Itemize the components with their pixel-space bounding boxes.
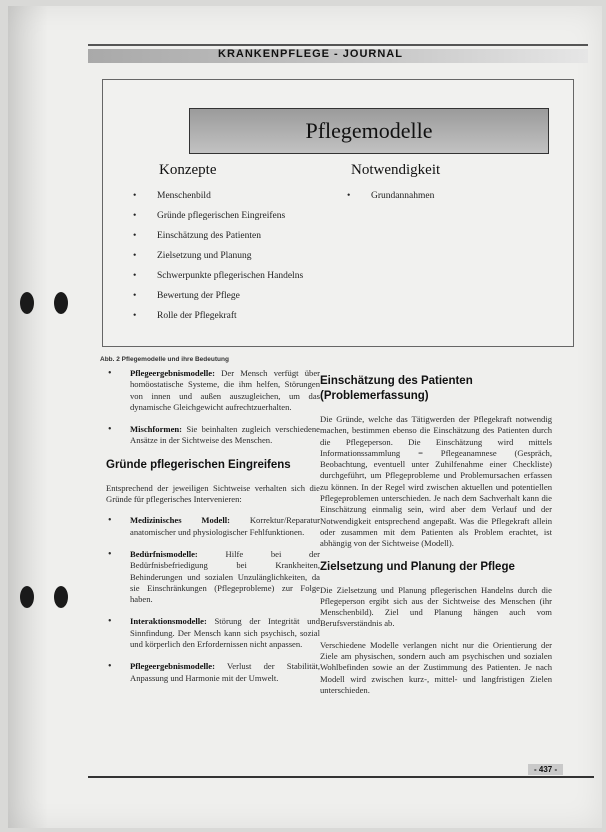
figure-caption: Abb. 2 Pflegemodelle und ihre Bedeutung [100,356,229,363]
item-text: Der Mensch verfügt über homöostatische Systeme, die ihm helfen, Störungen von innen und außen auszugleichen, um das dynamische Gleichgewicht aufrechtzuerhalten. [130,368,320,412]
necessity-heading: Notwendigkeit [351,162,441,178]
footer-rule [88,776,594,778]
list-item: • Bewertung der Pflege [133,290,339,303]
item-term: Pflegeergebnismodelle: [130,661,215,672]
left-column [106,368,320,695]
figure-title: Pflegemodelle [305,118,433,143]
reasons-list [106,515,320,684]
model-list [106,368,320,447]
section-heading-assessment: Einschätzung des Patienten (Problemerfassung) [320,375,473,402]
list-item [106,616,320,650]
punch-hole [54,292,68,314]
journal-title: KRANKENPFLEGE - JOURNAL [218,48,403,60]
list-item: • Zielsetzung und Planung [133,250,339,263]
list-item: • Grundannahmen [347,190,547,203]
necessity-list [347,190,547,210]
item-term: Pflegeergebnismodelle: [130,368,215,378]
section-intro: Entsprechend der jeweiligen Sichtweise verhalten sich die Gründe für pflegerisches Intervenieren: [106,482,320,505]
punch-hole [20,292,34,314]
concepts-list [133,190,339,330]
item-term: Bedürfnismodelle: [130,548,198,559]
list-item [106,515,320,538]
item-text: Sie beinhalten zugleich verschiedene Ansätze in der Sichtweise des Menschen. [130,424,320,446]
item-text: Hilfe bei der Bedürfnisbefriedigung bei Krankheiten, Behinderungen und sozialen Unzulänglichkeiten, da sie Einschränkungen (Pflegeprobleme) zur Folge haben. [130,548,320,605]
concepts-heading: Konzepte [159,162,217,178]
section-heading-goals: Zielsetzung und Planung der Pflege [320,560,515,573]
figure-box [102,79,574,347]
item-term: Mischformen: [130,424,183,435]
page-number: - 437 - [528,764,563,775]
list-item: • Einschätzung des Patienten [133,230,339,243]
list-item [106,549,320,605]
header-rule [88,44,588,46]
assessment-paragraph: Die Gründe, welche das Tätigwerden der Pflegekraft notwendig machen, bestimmen ebenso die Einschätzung des Patienten durch die Pflegeperson. Die Einschätzung wird mittels Informationssammlung = Pflegeanamnese (Gespräch, Beobachtung, eventuell unter Zuhilfenahme einer Checkliste) durchgeführt, um Pflegeprobleme und Problemursachen erfassen zu können. In der Regel wird zwischen aktuellen und potentiellen Pflegeproblemen unterschieden. Je nach dem Sachverhalt kann die Einschätzung einmalig sein, wird aber dem Verlauf und der Notwendigkeit entsprechend angepaßt. Was die Pflegekraft allein oder zusammen mit dem Patienten als Problem erachtet, ist abhängig von der Sichtweise (Modell). [320,414,552,549]
binder-shadow [8,6,48,828]
list-item [106,424,320,447]
goals-paragraph-1: Die Zielsetzung und Planung pflegerischen Handelns durch die Pflegeperson ergibt sich aus der Sichtweise des Menschen (ihr Menschenbild). Ziel und Planung hängen auch vom Berufsverständnis ab. [320,584,552,629]
section-heading-reasons: Gründe pflegerischen Eingreifens [106,458,291,471]
punch-hole [20,586,34,608]
list-item: • Rolle der Pflegekraft [133,310,339,323]
journal-page [8,6,602,828]
list-item: • Schwerpunkte pflegerischen Handelns [133,270,339,283]
item-text: Korrektur/Reparatur anatomischer und physiologischer Fehlfunktionen. [130,515,320,537]
item-text: Verlust der Stabilität, Anpassung und Harmonie mit der Umwelt. [130,661,320,683]
list-item [106,368,320,413]
item-text: Störung der Integrität und Sinnfindung. Der Mensch kann sich psychisch, sozial und körperlich den Erfordernissen nicht anpassen. [130,616,320,650]
punch-hole [54,586,68,608]
list-item [106,661,320,684]
list-item: • Gründe pflegerischen Eingreifens [133,210,339,223]
goals-paragraph-2: Verschiedene Modelle verlangen nicht nur die Orientierung der Ziele am physischen, sondern auch am psychischen und sozialen Wohlbefinden sowie an der Zustimmung des Patienten. Je nach Modell wird zwischen kurz-, mittel- und langfristigen Zielen unterschieden. [320,639,552,695]
item-term: Medizinisches Modell: [130,515,231,526]
figure-title-box [189,108,549,154]
list-item: • Menschenbild [133,190,339,203]
right-column [320,368,552,706]
item-term: Interaktionsmodelle: [130,616,207,627]
